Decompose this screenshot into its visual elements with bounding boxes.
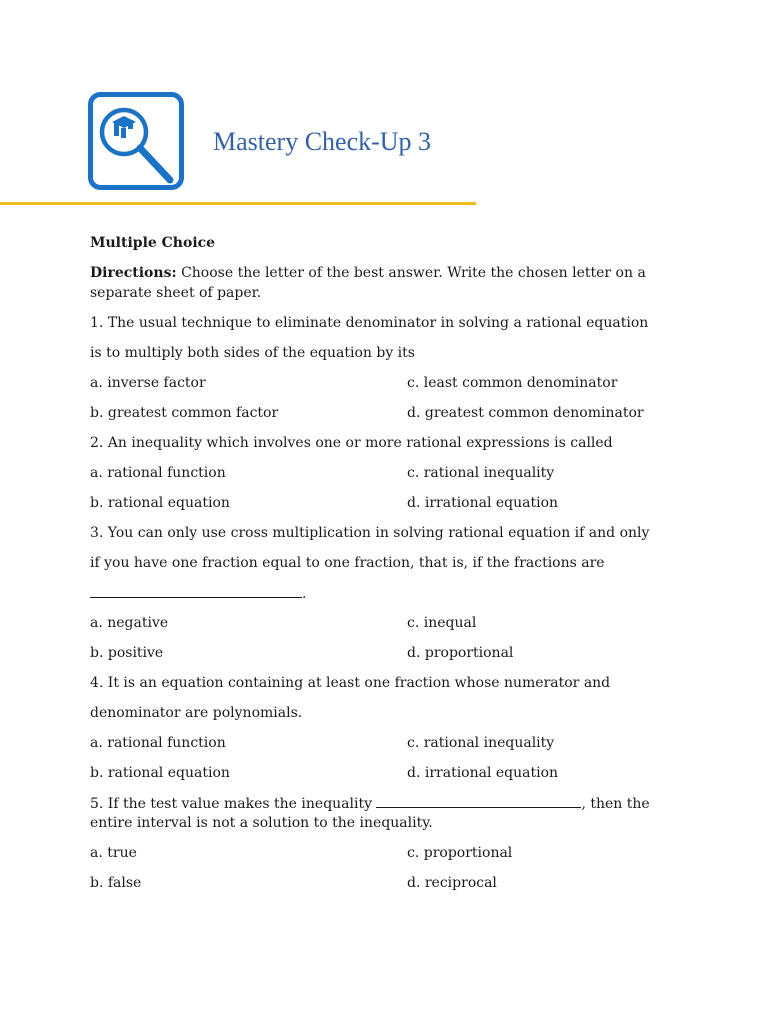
question-2-option-d: d. irrational equation — [407, 495, 559, 511]
question-1-option-c: c. least common denominator — [407, 375, 618, 391]
magnifying-glass-icon — [88, 92, 184, 190]
question-5-option-c: c. proportional — [407, 845, 513, 861]
question-4-stem: 4. It is an equation containing at least one fraction whose numerator and — [90, 675, 611, 691]
question-3-stem: 3. You can only use cross multiplication in solving rational equation if and only — [90, 525, 650, 541]
question-3-stem-cont: if you have one fraction equal to one fraction, that is, if the fractions are — [90, 555, 605, 571]
question-4-option-d: d. irrational equation — [407, 765, 559, 781]
question-2-option-b: b. rational equation — [90, 495, 230, 511]
question-3-period: . — [302, 586, 307, 602]
question-1-option-a: a. inverse factor — [90, 375, 206, 391]
question-2-option-c: c. rational inequality — [407, 465, 555, 481]
question-4-option-b: b. rational equation — [90, 765, 230, 781]
question-1-stem: 1. The usual technique to eliminate denominator in solving a rational equation — [90, 315, 649, 331]
question-4-option-a: a. rational function — [90, 735, 226, 751]
question-5-option-d: d. reciprocal — [407, 875, 497, 891]
question-5-stem-end: , then the — [581, 796, 650, 812]
directions-label: Directions: — [90, 265, 177, 281]
directions-line-1 — [90, 263, 646, 283]
question-3-blank-line — [90, 583, 306, 604]
answer-blank — [376, 793, 581, 808]
question-2-stem: 2. An inequality which involves one or more rational expressions is called — [90, 435, 613, 451]
question-1-option-d: d. greatest common denominator — [407, 405, 644, 421]
question-5-stem-cont: entire interval is not a solution to the inequality. — [90, 815, 433, 831]
question-3-option-a: a. negative — [90, 615, 169, 631]
question-5-stem — [90, 793, 650, 814]
section-heading: Multiple Choice — [90, 235, 216, 251]
question-2-option-a: a. rational function — [90, 465, 226, 481]
question-1-stem-cont: is to multiply both sides of the equation by its — [90, 345, 415, 361]
title-divider — [0, 202, 476, 205]
question-3-option-c: c. inequal — [407, 615, 477, 631]
question-4-stem-cont: denominator are polynomials. — [90, 705, 303, 721]
directions-text: Choose the letter of the best answer. Write the chosen letter on a — [176, 265, 646, 281]
question-5-option-a: a. true — [90, 845, 137, 861]
question-5-option-b: b. false — [90, 875, 142, 891]
answer-blank — [90, 583, 302, 598]
directions-line-2: separate sheet of paper. — [90, 285, 262, 301]
question-5-stem-start: 5. If the test value makes the inequality — [90, 796, 377, 812]
question-3-option-d: d. proportional — [407, 645, 514, 661]
question-1-option-b: b. greatest common factor — [90, 405, 279, 421]
question-3-option-b: b. positive — [90, 645, 164, 661]
question-4-option-c: c. rational inequality — [407, 735, 555, 751]
page-title: Mastery Check-Up 3 — [213, 127, 432, 156]
